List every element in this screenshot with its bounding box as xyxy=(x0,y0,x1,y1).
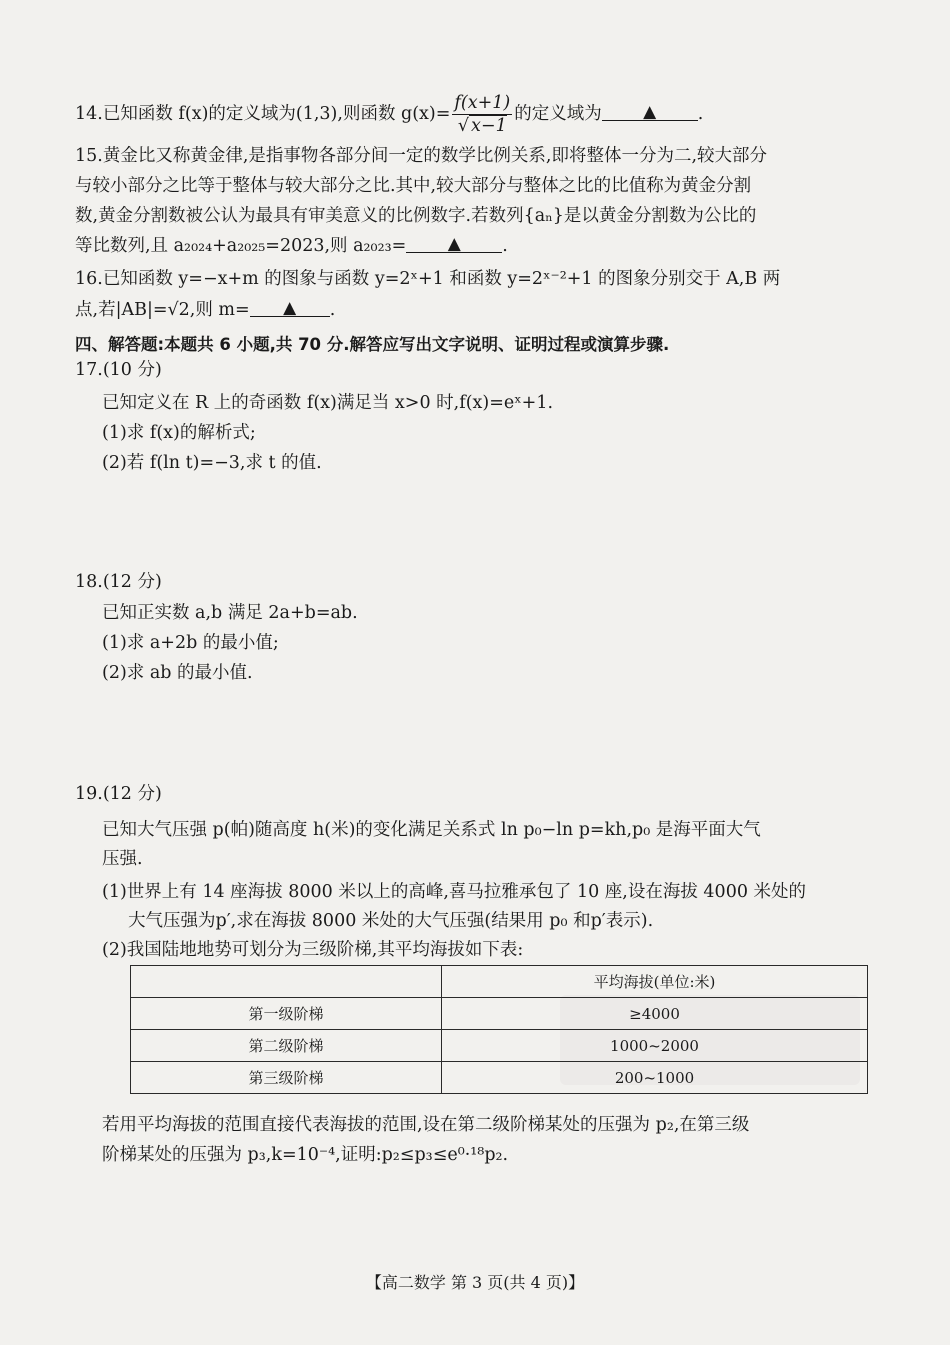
q17-heading: 17.(10 分) xyxy=(75,360,162,380)
triangle-icon: ▲ xyxy=(283,298,297,318)
q18-line-2: (1)求 a+2b 的最小值; xyxy=(102,633,279,653)
q17-line-2: (1)求 f(x)的解析式; xyxy=(102,423,256,443)
table-cell: 第一级阶梯 xyxy=(131,998,442,1030)
q19-line-6: 若用平均海拔的范围直接代表海拔的范围,设在第二级阶梯某处的压强为 p₂,在第三级 xyxy=(102,1115,750,1135)
table-row xyxy=(131,998,868,1030)
q14-fraction xyxy=(452,92,512,137)
q19-line-7: 阶梯某处的压强为 p₃,k=10⁻⁴,证明:p₂≤p₃≤e⁰·¹⁸p₂. xyxy=(102,1145,509,1165)
table-header-row xyxy=(131,966,868,998)
table-cell: 第三级阶梯 xyxy=(131,1062,442,1094)
q14-text: 14.已知函数 f(x)的定义域为(1,3),则函数 g(x)= xyxy=(75,104,451,124)
q15-line-4: 等比数列,且 a₂₀₂₄+a₂₀₂₅=2023,则 a₂₀₂₃= ▲ . xyxy=(75,234,508,256)
table-row xyxy=(131,1062,868,1094)
q15-line-2: 与较小部分之比等于整体与较大部分之比.其中,较大部分与整体之比的比值称为黄金分割 xyxy=(75,176,752,196)
q14-text-post: 的定义域为 xyxy=(514,104,602,124)
page-footer: 【高二数学 第 3 页(共 4 页)】 xyxy=(365,1273,585,1292)
question-14: 14.已知函数 f(x)的定义域为(1,3),则函数 g(x)= $\frac{f(x+1)}{√ x-1}$ 的定义域为 ▲ . xyxy=(75,93,704,136)
q15-line-1: 15.黄金比又称黄金律,是指事物各部分间一定的数学比例关系,即将整体一分为二,较大部分 xyxy=(75,146,768,166)
table-cell: 200~1000 xyxy=(442,1062,868,1094)
section-4-heading: 四、解答题:本题共 6 小题,共 70 分.解答应写出文字说明、证明过程或演算步骤. xyxy=(75,335,670,354)
q18-line-1: 已知正实数 a,b 满足 2a+b=ab. xyxy=(102,603,358,623)
table-cell: 第二级阶梯 xyxy=(131,1030,442,1062)
q19-heading: 19.(12 分) xyxy=(75,784,162,804)
q14-denominator: √ x−1 xyxy=(457,116,507,136)
q16-line-2: 点,若|AB|=√2,则 m= ▲ . xyxy=(75,298,336,320)
q14-answer-blank[interactable] xyxy=(602,100,698,121)
q15-answer-blank[interactable] xyxy=(406,232,502,253)
table-cell: ≥4000 xyxy=(442,998,868,1030)
triangle-icon: ▲ xyxy=(643,102,657,122)
q19-line-1: 已知大气压强 p(帕)随高度 h(米)的变化满足关系式 ln p₀−ln p=kh,p₀ 是海平面大气 xyxy=(102,820,761,840)
q19-line-4: 大气压强为p′,求在海拔 8000 米处的大气压强(结果用 p₀ 和p′表示). xyxy=(128,911,654,931)
q19-line-5: (2)我国陆地地势可划分为三级阶梯,其平均海拔如下表: xyxy=(102,940,524,960)
q18-heading: 18.(12 分) xyxy=(75,572,162,592)
table-header-cell xyxy=(131,966,442,998)
table-header-cell: 平均海拔(单位:米) xyxy=(442,966,868,998)
q18-line-3: (2)求 ab 的最小值. xyxy=(102,663,253,683)
table-cell: 1000~2000 xyxy=(442,1030,868,1062)
q17-line-3: (2)若 f(ln t)=−3,求 t 的值. xyxy=(102,453,322,473)
table-row xyxy=(131,1030,868,1062)
q16-answer-blank[interactable] xyxy=(250,296,330,317)
triangle-icon: ▲ xyxy=(447,234,461,254)
q19-line-2: 压强. xyxy=(102,849,143,869)
altitude-table xyxy=(130,965,868,1094)
q19-line-3: (1)世界上有 14 座海拔 8000 米以上的高峰,喜马拉雅承包了 10 座,设在海拔 4000 米处的 xyxy=(102,882,807,902)
q17-line-1: 已知定义在 R 上的奇函数 f(x)满足当 x>0 时,f(x)=eˣ+1. xyxy=(102,393,554,413)
q15-line-3: 数,黄金分割数被公认为最具有审美意义的比例数字.若数列{aₙ}是以黄金分割数为公比的 xyxy=(75,206,757,226)
q16-line-1: 16.已知函数 y=−x+m 的图象与函数 y=2ˣ+1 和函数 y=2ˣ⁻²+1 的图象分别交于 A,B 两 xyxy=(75,269,781,289)
q14-numerator: f(x+1) xyxy=(454,93,511,113)
